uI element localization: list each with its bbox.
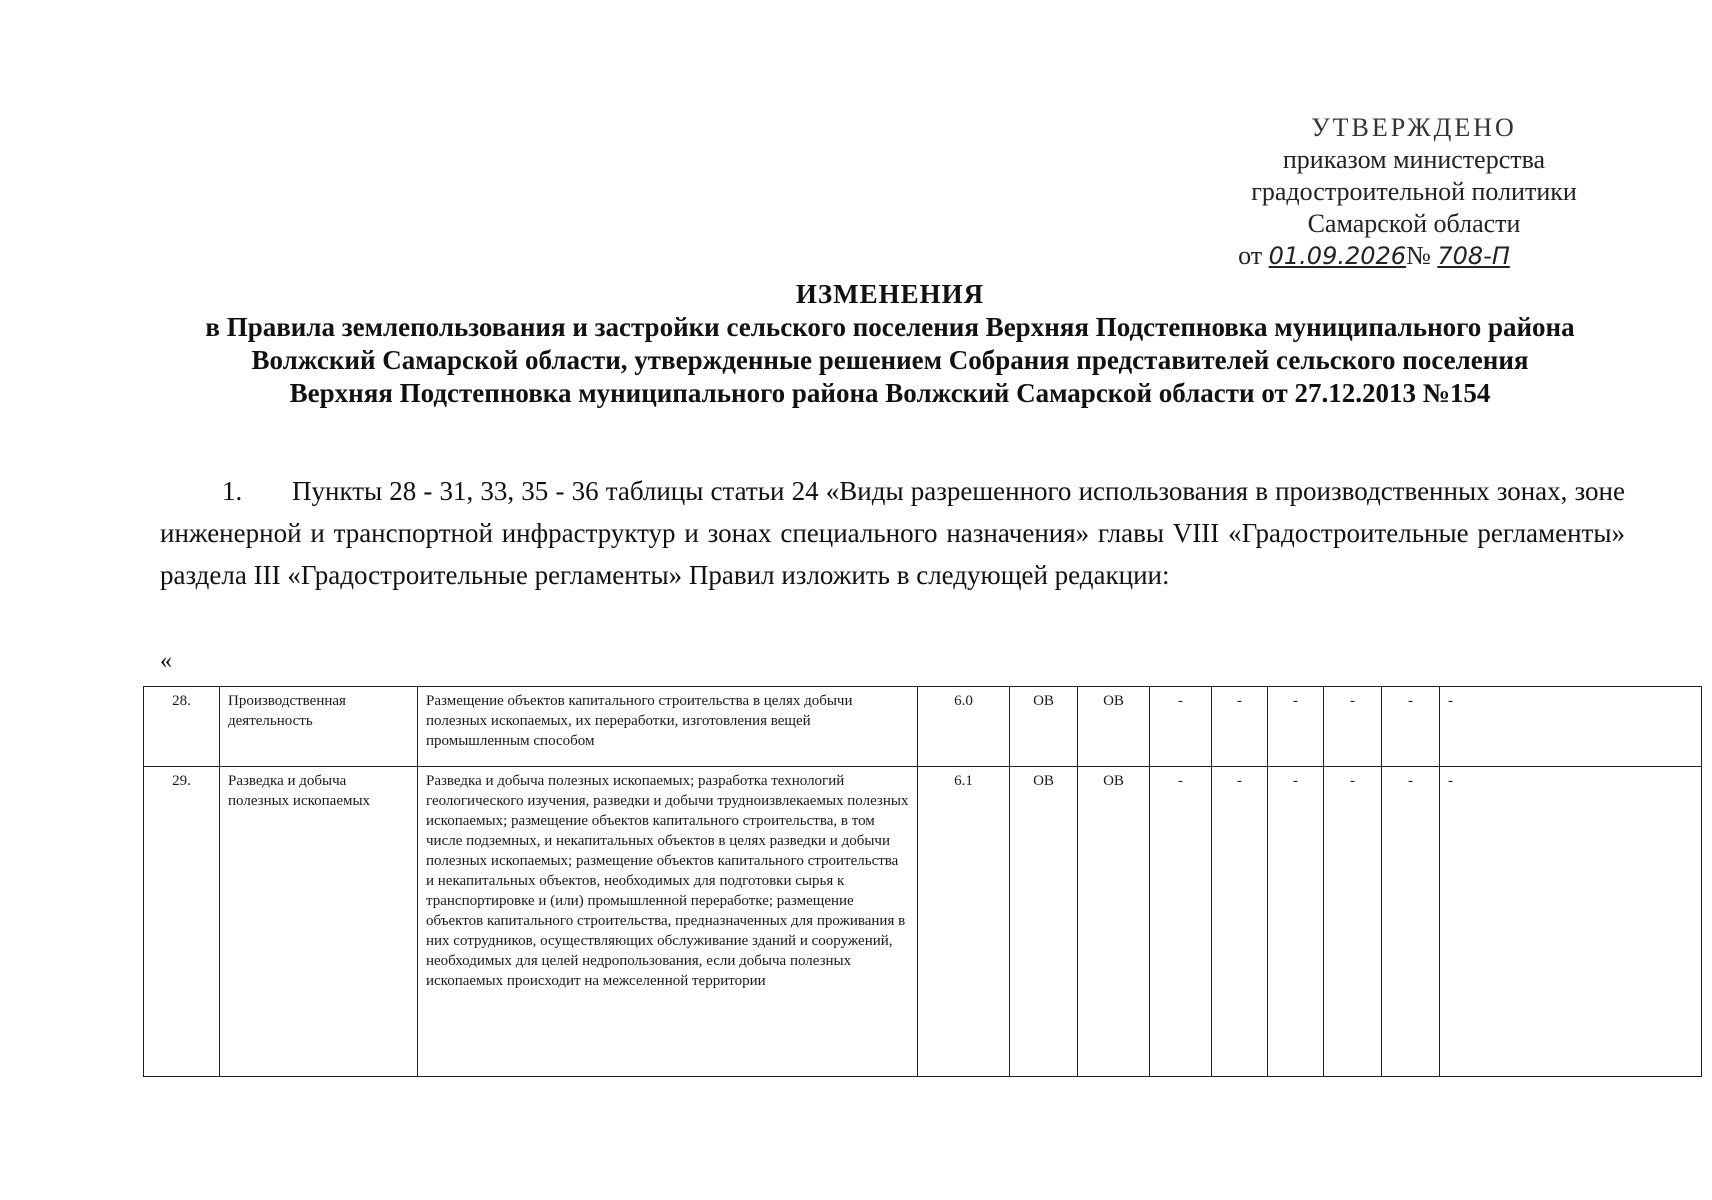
row-zone-4: - <box>1212 767 1268 1077</box>
document-title: ИЗМЕНЕНИЯ <box>795 279 985 309</box>
row-zone-8: - <box>1440 767 1702 1077</box>
table-row <box>144 687 1702 767</box>
approval-block <box>1204 112 1624 272</box>
row-zone-2: ОВ <box>1078 767 1150 1077</box>
row-zone-6: - <box>1324 687 1382 767</box>
opening-quote: « <box>160 648 172 674</box>
table-row <box>144 767 1702 1077</box>
row-number: 29. <box>144 767 220 1077</box>
row-code: 6.1 <box>918 767 1010 1077</box>
document-heading <box>110 278 1670 410</box>
handwritten-number: 708-П <box>1437 242 1510 270</box>
row-code: 6.0 <box>918 687 1010 767</box>
date-prefix: от <box>1238 241 1263 270</box>
row-name: Производственная деятельность <box>220 687 418 767</box>
row-zone-6: - <box>1324 767 1382 1077</box>
row-zone-8: - <box>1440 687 1702 767</box>
row-zone-1: ОВ <box>1010 767 1078 1077</box>
row-name: Разведка и добыча полезных ископаемых <box>220 767 418 1077</box>
paragraph-number: 1. <box>222 476 243 506</box>
zoning-table <box>143 686 1702 1077</box>
row-zone-7: - <box>1382 767 1440 1077</box>
row-zone-7: - <box>1382 687 1440 767</box>
approval-line-2: градостроительной политики <box>1251 177 1577 206</box>
row-zone-5: - <box>1268 767 1324 1077</box>
handwritten-date: 01.09.2026 <box>1268 242 1407 270</box>
paragraph-1 <box>160 470 1625 596</box>
row-description: Размещение объектов капитального строительства в целях добычи полезных ископаемых, их переработки, изготовления вещей промышленным способом <box>418 687 918 767</box>
row-zone-3: - <box>1150 687 1212 767</box>
row-zone-5: - <box>1268 687 1324 767</box>
row-zone-3: - <box>1150 767 1212 1077</box>
approval-line-3: Самарской области <box>1307 209 1521 238</box>
approval-title: УТВЕРЖДЕНО <box>1311 113 1517 142</box>
document-subtitle-line-3: Верхняя Подстепновка муниципального района Волжский Самарской области от 27.12.2013 №154 <box>289 378 1491 408</box>
row-zone-2: ОВ <box>1078 687 1150 767</box>
paragraph-text: Пункты 28 - 31, 33, 35 - 36 таблицы статьи 24 «Виды разрешенного использования в производственных зонах, зоне инженерной и транспортной инфраструктур и зонах специального назначения» главы VIII «Градостроительные регламенты» раздела III «Градостроительные регламенты» Правил изложить в следующей редакции: <box>160 476 1625 590</box>
row-number: 28. <box>144 687 220 767</box>
row-zone-4: - <box>1212 687 1268 767</box>
number-prefix: № <box>1406 241 1431 270</box>
document-subtitle-line-1: в Правила землепользования и застройки сельского поселения Верхняя Подстепновка муниципального района <box>205 312 1575 342</box>
row-zone-1: ОВ <box>1010 687 1078 767</box>
approval-date-line <box>1164 240 1584 272</box>
approval-line-1: приказом министерства <box>1282 145 1546 174</box>
row-description: Разведка и добыча полезных ископаемых; разработка технологий геологического изучения, разведки и добычи трудноизвлекаемых полезных ископаемых; размещение объектов капитального строительства, в том числе подземных, и некапитальных объектов в целях разведки и добычи полезных ископаемых; размещение объектов капитального строительства и некапитальных объектов, необходимых для подготовки сырья к транспортировке и (или) промышленной переработке; размещение объектов капитального строительства, предназначенных для проживания в них сотрудников, осуществляющих обслуживание зданий и сооружений, необходимых для целей недропользования, если добыча полезных ископаемых происходит на межселенной территории <box>418 767 918 1077</box>
document-subtitle-line-2: Волжский Самарской области, утвержденные решением Собрания представителей сельского поселения <box>251 345 1529 375</box>
